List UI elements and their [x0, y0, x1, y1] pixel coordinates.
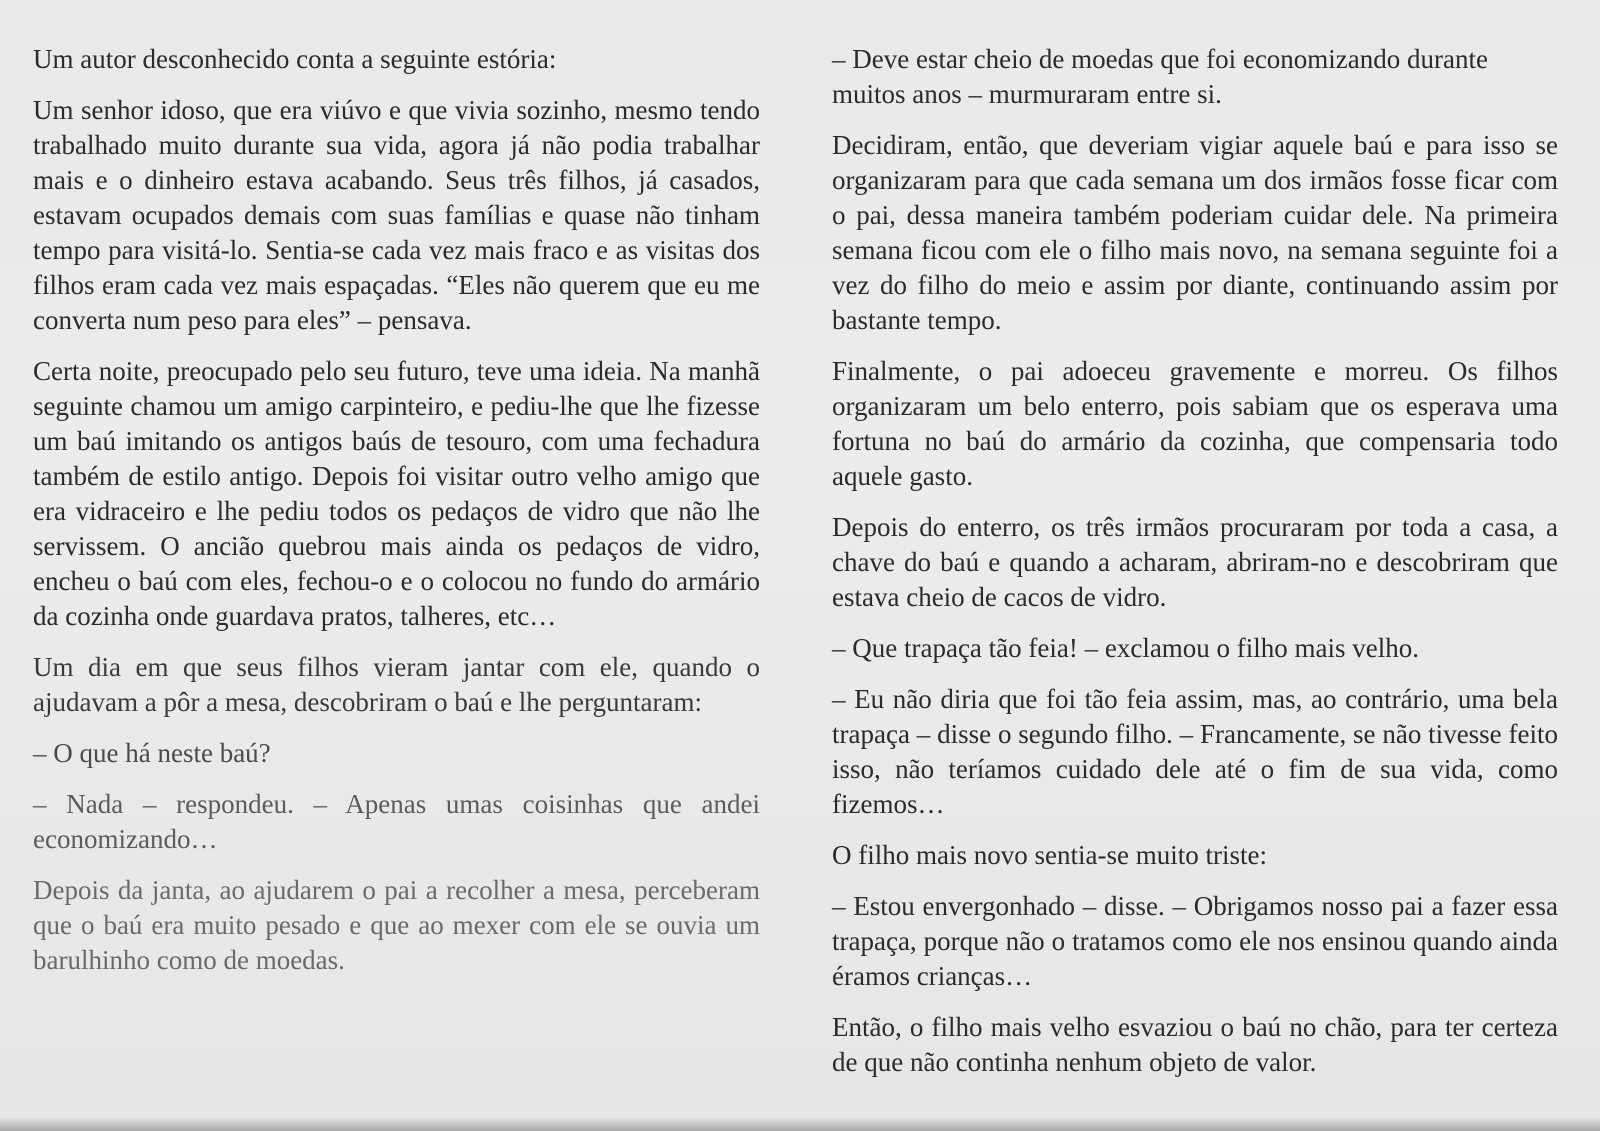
paragraph-ashamed: – Estou envergonhado – disse. – Obrigamos nosso pai a fazer essa trapaça, porque não o tratamos como ele nos ensinou quando ainda éramos crianças… [832, 891, 1558, 991]
paragraph-dinner: Um dia em que seus filhos vieram jantar com ele, quando o ajudavam a pôr a mesa, descobriram o baú e lhe perguntaram: [33, 652, 760, 717]
paragraph-empty-chest: Então, o filho mais velho esvaziou o baú no chão, para ter certeza de que não continha nenhum objeto de valor. [832, 1012, 1558, 1077]
paragraph-heavy-chest: Depois da janta, ao ajudarem o pai a recolher a mesa, perceberam que o baú era muito pesado e que ao mexer com ele se ouvia um barulhinho como de moedas. [33, 875, 760, 975]
right-column [832, 42, 1558, 1080]
paragraph-discovery: Depois do enterro, os três irmãos procuraram por toda a casa, a chave do baú e quando a acharam, abriram-no e descobriram que estava cheio de cacos de vidro. [832, 512, 1558, 612]
paragraph-intro: Um autor desconhecido conta a seguinte estória: [33, 44, 557, 74]
paragraph-vigil: Decidiram, então, que deveriam vigiar aquele baú e para isso se organizaram para que cada semana um dos irmãos fosse ficar com o pai, dessa maneira também poderiam cuidar dele. Na primeira semana ficou com ele o filho mais novo, na semana seguinte foi a vez do filho do meio e assim por diante, continuando assim por bastante tempo. [832, 130, 1558, 335]
paragraph-youngest-sad: O filho mais novo sentia-se muito triste: [832, 840, 1267, 870]
paragraph-second-son: – Eu não diria que foi tão feia assim, mas, ao contrário, uma bela trapaça – disse o segundo filho. – Francamente, se não tivesse feito isso, não teríamos cuidado dele até o fim de sua vida, como fizemos… [832, 684, 1558, 819]
paragraph-old-man: Um senhor idoso, que era viúvo e que vivia sozinho, mesmo tendo trabalhado muito durante sua vida, agora já não podia trabalhar mais e o dinheiro estava acabando. Seus três filhos, já casados, estavam ocupados demais com suas famílias e quase não tinham tempo para visitá-lo. Sentia-se cada vez mais fraco e as visitas dos filhos eram cada vez mais espaçadas. “Eles não querem que eu me converta num peso para eles” – pensava. [33, 95, 760, 335]
paragraph-answer: – Nada – respondeu. – Apenas umas coisinhas que andei economizando… [33, 789, 760, 854]
page-edge-shadow [0, 1117, 1600, 1131]
paragraph-murmur: – Deve estar cheio de moedas que foi economizando durante muitos anos – murmuraram entre si. [832, 44, 1488, 109]
paragraph-eldest: – Que trapaça tão feia! – exclamou o filho mais velho. [832, 633, 1420, 663]
left-column [33, 42, 760, 994]
paragraph-question: – O que há neste baú? [33, 738, 271, 768]
paragraph-idea: Certa noite, preocupado pelo seu futuro, teve uma ideia. Na manhã seguinte chamou um amigo carpinteiro, e pediu-lhe que lhe fizesse um baú imitando os antigos baús de tesouro, com uma fechadura também de estilo antigo. Depois foi visitar outro velho amigo que era vidraceiro e lhe pediu todos os pedaços de vidro que não lhe servissem. O ancião quebrou mais ainda os pedaços de vidro, encheu o baú com eles, fechou-o e o colocou no fundo do armário da cozinha onde guardava pratos, talheres, etc… [33, 356, 760, 631]
paragraph-funeral: Finalmente, o pai adoeceu gravemente e morreu. Os filhos organizaram um belo enterro, pois sabiam que os esperava uma fortuna no baú do armário da cozinha, que compensaria todo aquele gasto. [832, 356, 1558, 491]
